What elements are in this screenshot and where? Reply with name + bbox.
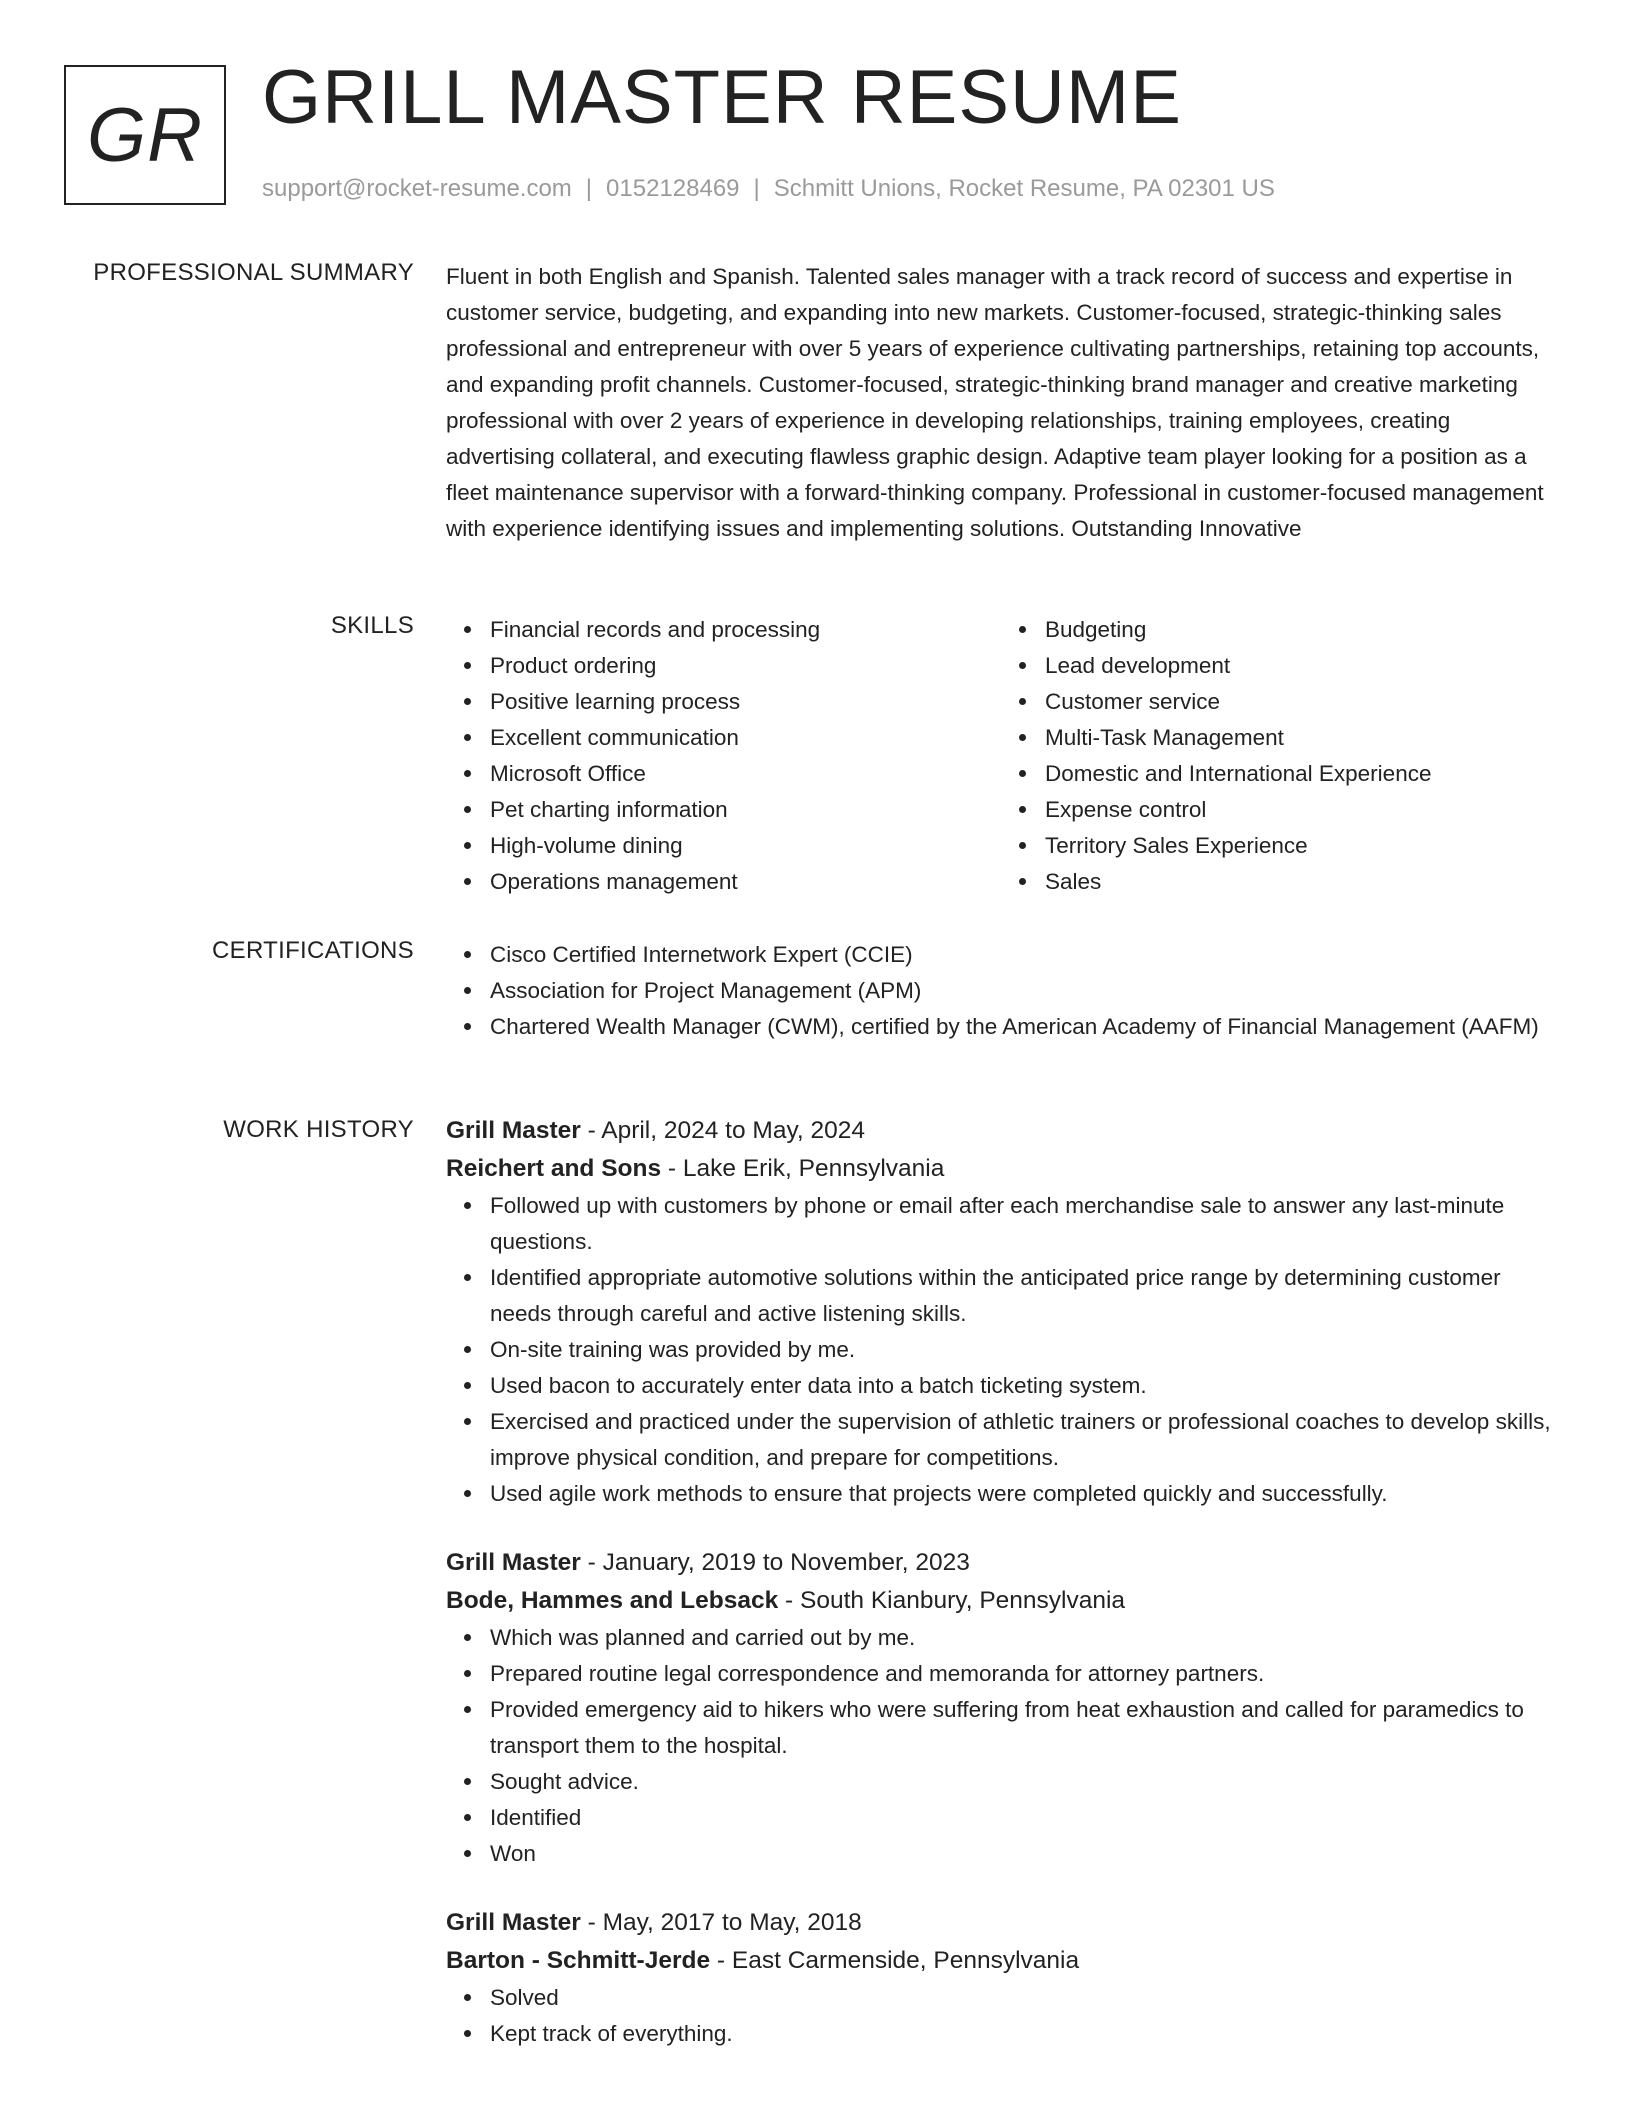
list-item: Cisco Certified Internetwork Expert (CCIE) (490, 937, 1556, 973)
skills-list-left (446, 612, 1001, 900)
list-item: Expense control (1045, 792, 1556, 828)
list-item: Prepared routine legal correspondence and memoranda for attorney partners. (490, 1656, 1556, 1692)
list-item: Won (490, 1836, 1556, 1872)
list-item: Microsoft Office (490, 756, 1001, 792)
job-dates: - January, 2019 to November, 2023 (580, 1549, 970, 1576)
list-item: Used agile work methods to ensure that projects were completed quickly and successfully. (490, 1476, 1556, 1512)
monogram-box (64, 65, 226, 205)
list-item: Financial records and processing (490, 612, 1001, 648)
job-title: Grill Master (446, 1549, 581, 1576)
skills-body (446, 612, 1556, 900)
list-item: Used bacon to accurately enter data into a batch ticketing system. (490, 1368, 1556, 1404)
summary-body (446, 259, 1556, 547)
job-location: - South Kianbury, Pennsylvania (778, 1587, 1126, 1614)
list-item: Solved (490, 1980, 1556, 2016)
job-entry (446, 1904, 1556, 2052)
section-label: PROFESSIONAL SUMMARY (93, 259, 414, 286)
list-item: Operations management (490, 864, 1001, 900)
list-item: On-site training was provided by me. (490, 1332, 1556, 1368)
job-title-line (446, 1544, 1556, 1582)
work-history-body (446, 1112, 1556, 2052)
list-item: Sought advice. (490, 1764, 1556, 1800)
list-item: Territory Sales Experience (1045, 828, 1556, 864)
list-item: High-volume dining (490, 828, 1001, 864)
list-item: Lead development (1045, 648, 1556, 684)
job-title: Grill Master (446, 1117, 581, 1144)
list-item: Chartered Wealth Manager (CWM), certified by the American Academy of Financial Management (AAFM) (490, 1009, 1556, 1045)
section-label: WORK HISTORY (223, 1116, 414, 1143)
job-location: - East Carmenside, Pennsylvania (710, 1947, 1080, 1974)
list-item: Association for Project Management (APM) (490, 973, 1556, 1009)
job-company: Barton - Schmitt-Jerde (446, 1947, 711, 1974)
job-company: Bode, Hammes and Lebsack (446, 1587, 779, 1614)
job-company: Reichert and Sons (446, 1155, 662, 1182)
list-item: Budgeting (1045, 612, 1556, 648)
list-item: Sales (1045, 864, 1556, 900)
job-company-line (446, 1582, 1556, 1620)
list-item: Kept track of everything. (490, 2016, 1556, 2052)
list-item: Domestic and International Experience (1045, 756, 1556, 792)
job-duties-list (446, 1980, 1556, 2052)
contact-separator: | (585, 175, 593, 202)
list-item: Customer service (1045, 684, 1556, 720)
contact-address: Schmitt Unions, Rocket Resume, PA 02301 US (773, 175, 1275, 202)
list-item: Which was planned and carried out by me. (490, 1620, 1556, 1656)
job-dates: - May, 2017 to May, 2018 (580, 1909, 862, 1936)
resume-title: GRILL MASTER RESUME (262, 55, 1182, 140)
contact-email: support@rocket-resume.com (262, 175, 572, 202)
certifications-body (446, 937, 1556, 1045)
list-item: Pet charting information (490, 792, 1001, 828)
job-duties-list (446, 1620, 1556, 1872)
skills-list-right (1001, 612, 1556, 900)
job-title-line (446, 1112, 1556, 1150)
job-company-line (446, 1942, 1556, 1980)
list-item: Excellent communication (490, 720, 1001, 756)
skills-columns (446, 612, 1556, 900)
monogram-initials: GR (87, 92, 203, 178)
list-item: Identified (490, 1800, 1556, 1836)
job-title: Grill Master (446, 1909, 581, 1936)
job-company-line (446, 1150, 1556, 1188)
contact-separator: | (753, 175, 760, 202)
job-duties-list (446, 1188, 1556, 1512)
list-item: Exercised and practiced under the supervision of athletic trainers or professional coaches to develop skills, improve physical condition, and prepare for competitions. (490, 1404, 1556, 1476)
section-label: SKILLS (330, 612, 414, 639)
list-item: Positive learning process (490, 684, 1001, 720)
contact-phone: 0152128469 (606, 175, 740, 202)
certifications-list (446, 937, 1556, 1045)
list-item: Followed up with customers by phone or email after each merchandise sale to answer any last-minute questions. (490, 1188, 1556, 1260)
job-entry (446, 1112, 1556, 1512)
list-item: Identified appropriate automotive solutions within the anticipated price range by determining customer needs through careful and active listening skills. (490, 1260, 1556, 1332)
summary-text: Fluent in both English and Spanish. Talented sales manager with a track record of success and expertise in customer service, budgeting, and expanding into new markets. Customer-focused, strategic-thinking sales professional and entrepreneur with over 5 years of experience cultivating partnerships, retaining top accounts, and expanding profit channels. Customer-focused, strategic-thinking brand manager and creative marketing professional with over 2 years of experience in developing relationships, training employees, creating advertising collateral, and executing flawless graphic design. Adaptive team player looking for a position as a fleet maintenance supervisor with a forward-thinking company. Professional in customer-focused management with experience identifying issues and implementing solutions. Outstanding Innovative (446, 264, 1544, 541)
job-dates: - April, 2024 to May, 2024 (580, 1117, 865, 1144)
list-item: Provided emergency aid to hikers who were suffering from heat exhaustion and called for paramedics to transport them to the hospital. (490, 1692, 1556, 1764)
section-label: CERTIFICATIONS (212, 937, 414, 964)
list-item: Product ordering (490, 648, 1001, 684)
contact-line (262, 175, 1275, 203)
job-title-line (446, 1904, 1556, 1942)
job-entry (446, 1544, 1556, 1872)
job-location: - Lake Erik, Pennsylvania (661, 1155, 945, 1182)
list-item: Multi-Task Management (1045, 720, 1556, 756)
